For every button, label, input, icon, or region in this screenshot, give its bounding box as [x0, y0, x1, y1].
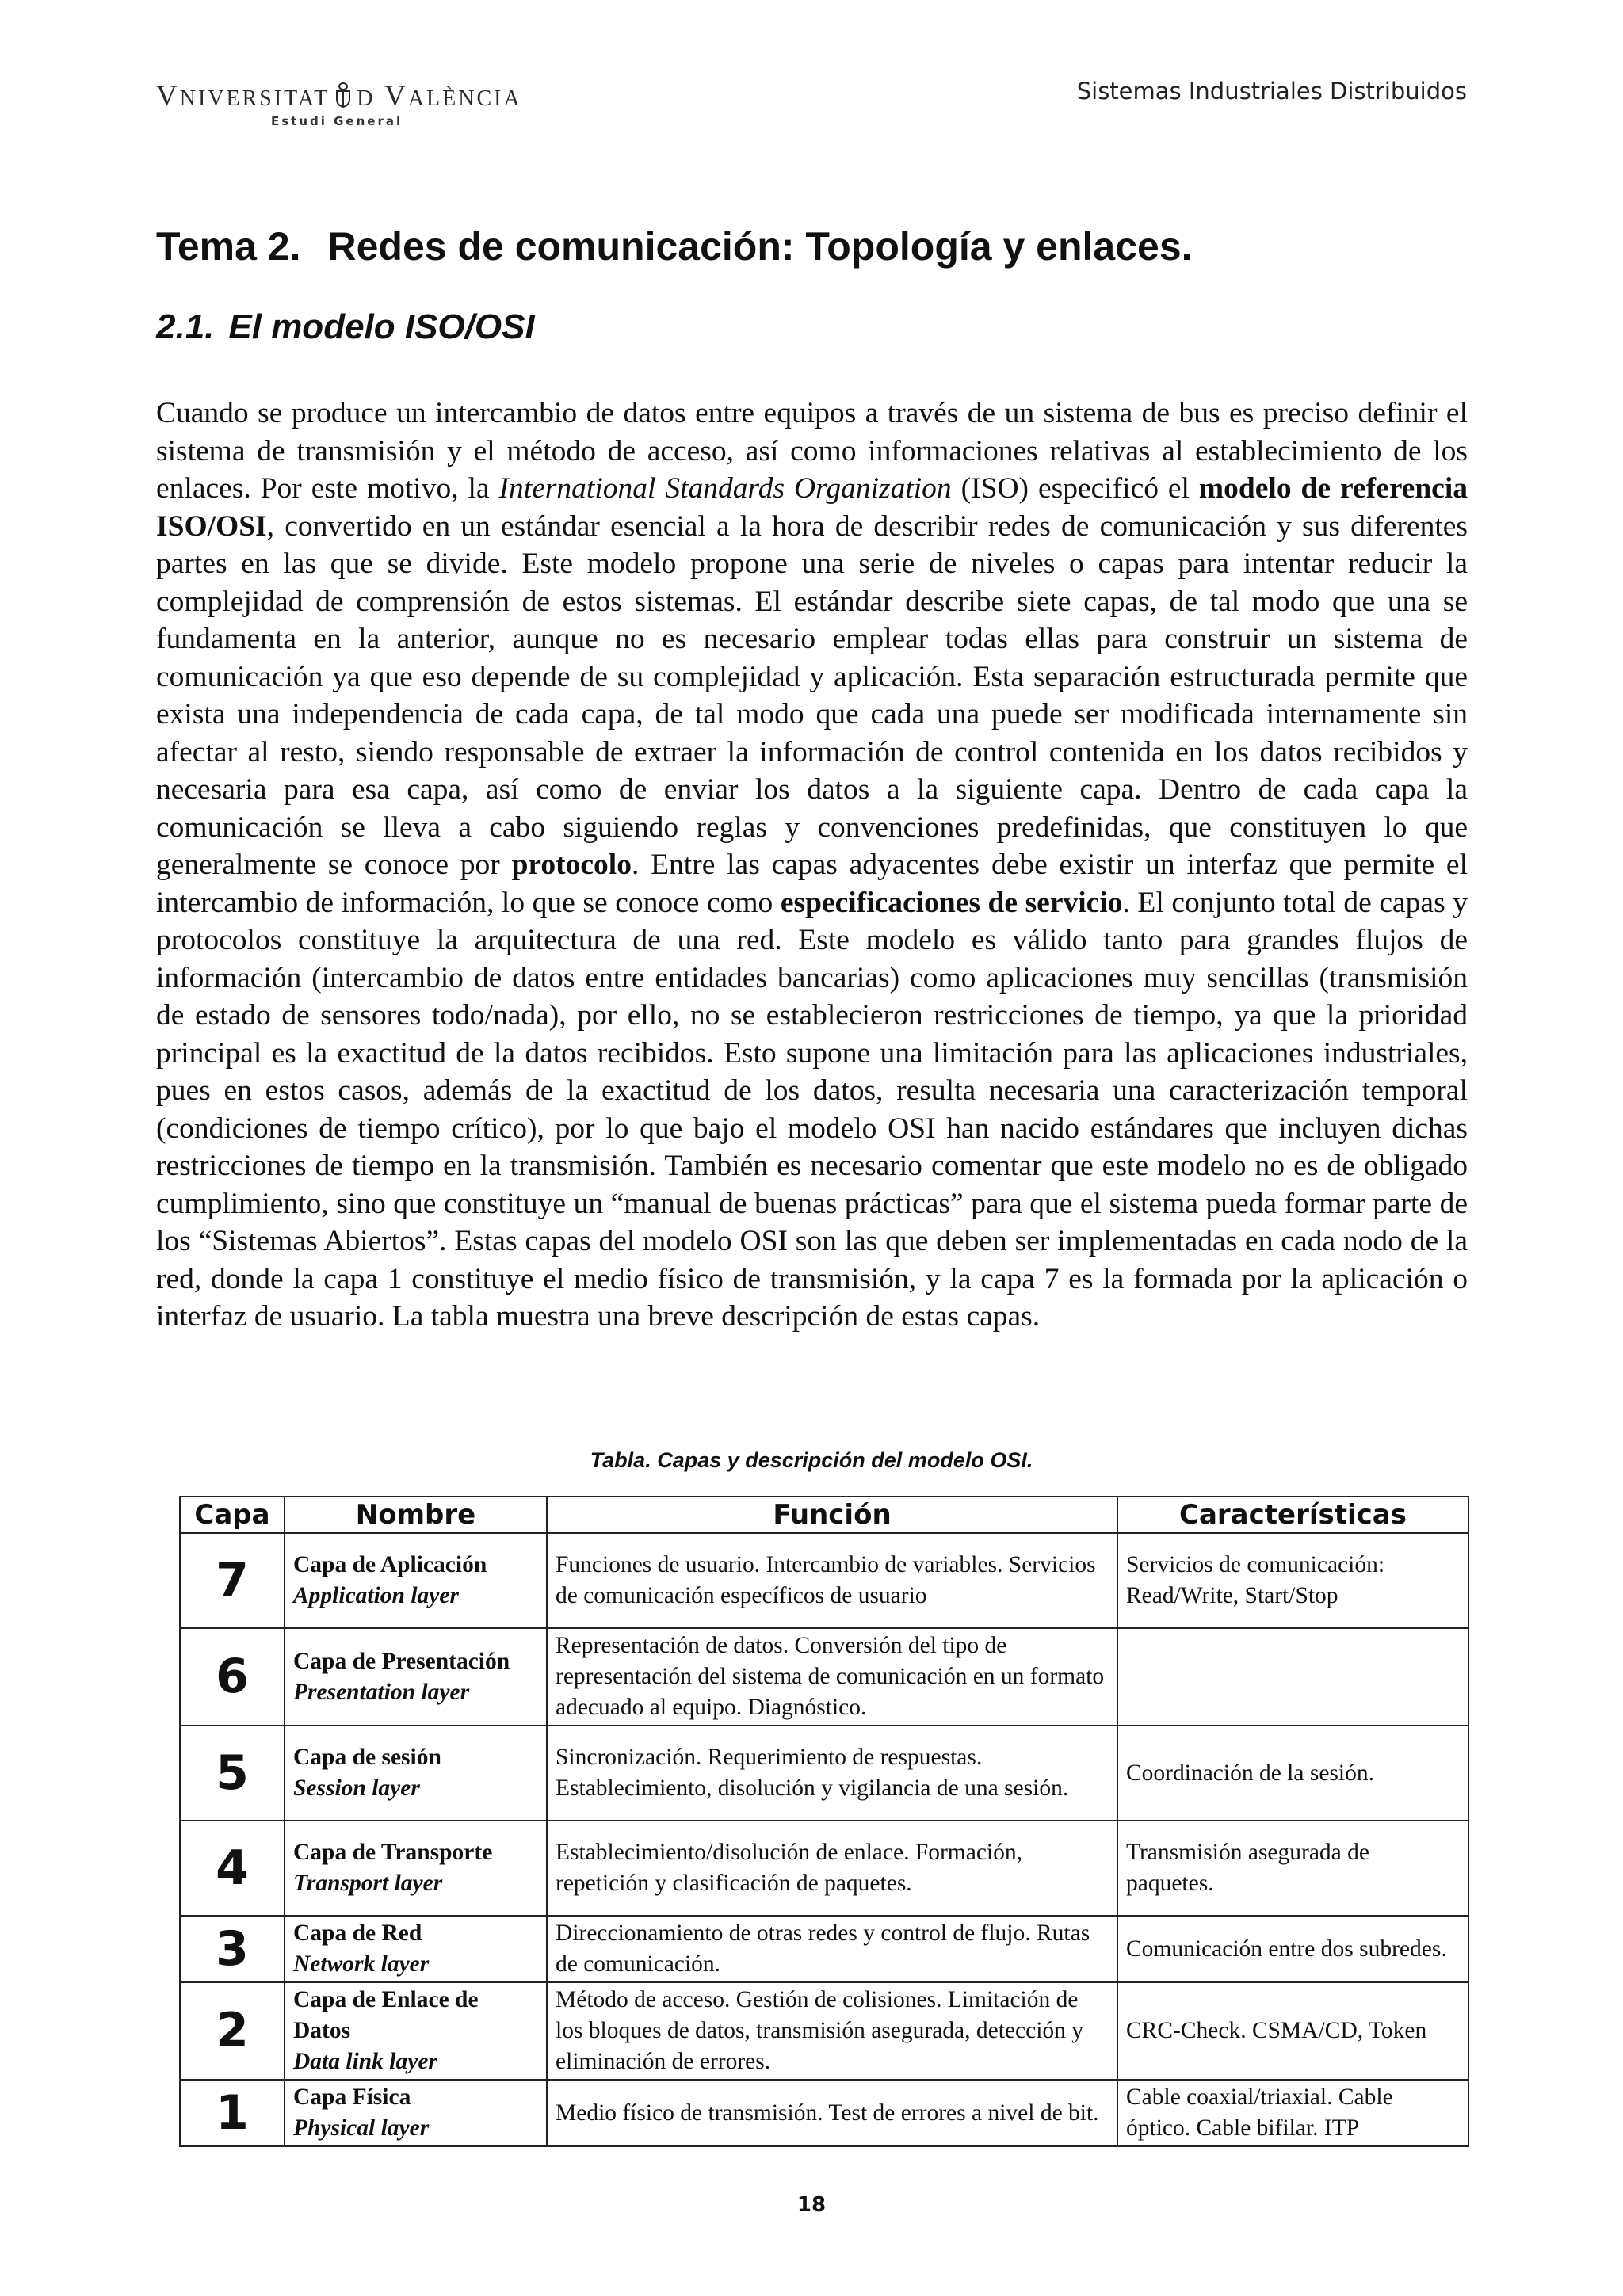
table-row [180, 1533, 1468, 1628]
layer-function: Funciones de usuario. Intercambio de variables. Servicios de comunicación específicos de usuario [547, 1533, 1117, 1628]
running-header: Sistemas Industriales Distribuidos [1076, 78, 1467, 105]
layer-number: 4 [180, 1821, 285, 1916]
body-paragraph: Cuando se produce un intercambio de datos entre equipos a través de un sistema de bus es preciso definir el sistema de transmisión y el método de acceso, así como informaciones relativas al establecimiento de los enlaces. Por este motivo, la International Standards Organization (ISO) especificó el modelo de referencia ISO/OSI, convertido en un estándar esencial a la hora de describir redes de comunicación y sus diferentes partes en las que se divide. Este modelo propone una serie de niveles o capas para intentar reducir la complejidad de comprensión de estos sistemas. El estándar describe siete capas, de tal modo que una se fundamenta en la anterior, aunque no es necesario emplear todas ellas para construir un sistema de comunicación ya que eso depende de su complejidad y aplicación. Esta separación estructurada permite que exista una independencia de cada capa, de tal modo que cada una puede ser modificada internamente sin afectar al resto, siendo responsable de extraer la información de control contenida en los datos recibidos y necesaria para esa capa, así como de enviar los datos a la siguiente capa. Dentro de cada capa la comunicación se lleva a cabo siguiendo reglas y convenciones predefinidas, que constituyen lo que generalmente se conoce por protocolo. Entre las capas adyacentes debe existir un interfaz que permite el intercambio de información, lo que se conoce como especificaciones de servicio. El conjunto total de capas y protocolos constituye la arquitectura de una red. Este modelo es válido tanto para grandes flujos de información (intercambio de datos entre entidades bancarias) como aplicaciones muy sencillas (transmisión de estado de sensores todo/nada), por ello, no se establecieron restricciones de tiempo, ya que la prioridad principal es la exactitud de la datos recibidos. Esto supone una limitación para las aplicaciones industriales, pues en estos casos, además de la exactitud de los datos, resulta necesaria una caracterización temporal (condiciones de tiempo crítico), por lo que bajo el modelo OSI han nacido estándares que incluyen dichas restricciones de tiempo en la transmisión. También es necesario comentar que este modelo no es de obligado cumplimiento, sino que constituye un “manual de buenas prácticas” para que el sistema pueda formar parte de los “Sistemas Abiertos”. Estas capas del modelo OSI son las que deben ser implementadas en cada nodo de la red, donde la capa 1 constituye el medio físico de transmisión, y la capa 7 es la formada por la aplicación o interfaz de usuario. La tabla muestra una breve descripción de estas capas. [156, 397, 1468, 1333]
layer-name: Capa Física Physical layer [285, 2080, 547, 2146]
section-heading [156, 307, 535, 347]
layer-number: 3 [180, 1916, 285, 1982]
layer-function: Medio físico de transmisión. Test de errores a nivel de bit. [547, 2080, 1117, 2146]
table-row [180, 1821, 1468, 1916]
layer-characteristics: Servicios de comunicación: Read/Write, Start/Stop [1117, 1533, 1468, 1628]
university-logo [156, 79, 529, 135]
table-row [180, 1916, 1468, 1982]
logo-subtitle: Estudi General [271, 114, 403, 128]
layer-characteristics: Coordinación de la sesión. [1117, 1726, 1468, 1821]
section-number: 2.1. [156, 307, 215, 346]
layer-function: Representación de datos. Conversión del tipo de representación del sistema de comunicación en un formato adecuado al equipo. Diagnóstico. [547, 1628, 1117, 1726]
layer-function: Direccionamiento de otras redes y control de flujo. Rutas de comunicación. [547, 1916, 1117, 1982]
column-header-funcion: Función [547, 1497, 1117, 1533]
layer-characteristics: Comunicación entre dos subredes. [1117, 1916, 1468, 1982]
layer-name: Capa de Presentación Presentation layer [285, 1628, 547, 1726]
layer-number: 5 [180, 1726, 285, 1821]
table-row [180, 1628, 1468, 1726]
layer-number: 6 [180, 1628, 285, 1726]
column-header-capa: Capa [180, 1497, 285, 1533]
layer-function: Establecimiento/disolución de enlace. Formación, repetición y clasificación de paquetes. [547, 1821, 1117, 1916]
column-header-nombre: Nombre [285, 1497, 547, 1533]
table-row [180, 1982, 1468, 2080]
layer-name: Capa de Enlace de Datos Data link layer [285, 1982, 547, 2080]
layer-characteristics: CRC-Check. CSMA/CD, Token [1117, 1982, 1468, 2080]
chapter-title [156, 223, 1193, 269]
layer-name: Capa de Transporte Transport layer [285, 1821, 547, 1916]
page-number: 18 [796, 2193, 827, 2217]
chapter-title-text: Redes de comunicación: Topología y enlaces. [327, 224, 1193, 269]
table-header-row [180, 1497, 1468, 1533]
layer-name: Capa de Red Network layer [285, 1916, 547, 1982]
osi-layers-table [179, 1496, 1469, 2147]
table-caption: Tabla. Capas y descripción del modelo OSI. [590, 1448, 1033, 1472]
section-title-text: El modelo ISO/OSI [228, 307, 535, 346]
crest-icon [334, 82, 352, 109]
table-row [180, 2080, 1468, 2146]
layer-function: Método de acceso. Gestión de colisiones. Limitación de los bloques de datos, transmisión asegurada, detección y eliminación de errores. [547, 1982, 1117, 2080]
layer-name: Capa de sesión Session layer [285, 1726, 547, 1821]
chapter-number: Tema 2. [156, 224, 301, 269]
table-row [180, 1726, 1468, 1821]
layer-characteristics [1117, 1628, 1468, 1726]
layer-name: Capa de Aplicación Application layer [285, 1533, 547, 1628]
layer-number: 7 [180, 1533, 285, 1628]
column-header-caracteristicas: Características [1117, 1497, 1468, 1533]
layer-characteristics: Transmisión asegurada de paquetes. [1117, 1821, 1468, 1916]
layer-function: Sincronización. Requerimiento de respuestas. Establecimiento, disolución y vigilancia de una sesión. [547, 1726, 1117, 1821]
logo-wordmark: VNIVERSITAT D VALÈNCIA [156, 80, 522, 113]
layer-characteristics: Cable coaxial/triaxial. Cable óptico. Cable bifilar. ITP [1117, 2080, 1468, 2146]
layer-number: 1 [180, 2080, 285, 2146]
layer-number: 2 [180, 1982, 285, 2080]
